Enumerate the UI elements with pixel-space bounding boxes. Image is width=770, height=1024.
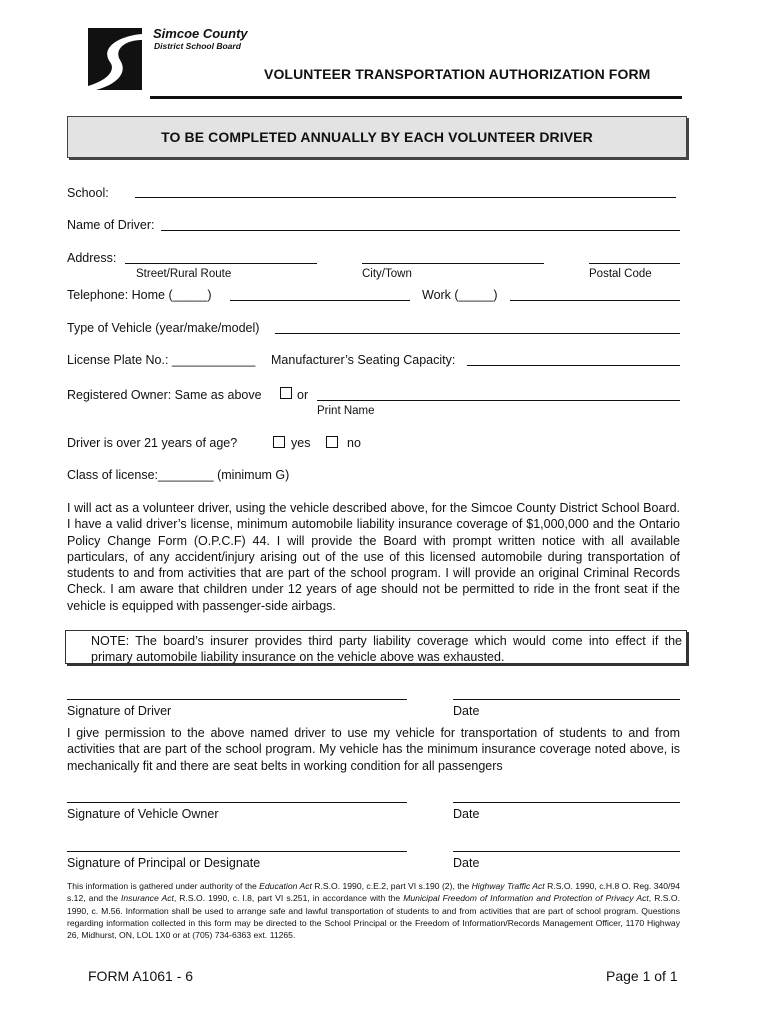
owner-signature-input[interactable] (67, 802, 407, 803)
yes-label: yes (291, 436, 311, 450)
owner-signature-label: Signature of Vehicle Owner (67, 807, 219, 821)
permission-text: I give permission to the above named driver to use my vehicle for transportation of students to and from activities that are part of the school program. My vehicle has the minimum insurance coverage noted above, is mechanically fit and there are seat belts in working condition for all passengers (67, 726, 680, 773)
insurance-note-text: NOTE: The board’s insurer provides third party liability coverage which would come into effect if the primary automobile liability insurance on the vehicle above was exhausted. (91, 634, 682, 665)
or-label: or (297, 388, 309, 402)
principal-date-label: Date (453, 856, 480, 870)
same-as-above-checkbox[interactable] (280, 387, 292, 399)
street-caption: Street/Rural Route (136, 268, 232, 280)
vehicle-type-label: Type of Vehicle (year/make/model) (67, 321, 260, 335)
driver-signature-input[interactable] (67, 699, 407, 700)
age-no-checkbox[interactable] (326, 436, 338, 448)
logo (88, 28, 142, 90)
page-number: Page 1 of 1 (606, 968, 678, 984)
address-label: Address: (67, 251, 117, 265)
age-yes-checkbox[interactable] (273, 436, 285, 448)
agreement-text: I will act as a volunteer driver, using the vehicle described above, for the Simcoe County District School Board. I have a valid driver’s license, minimum automobile liability insurance coverage of $1,000,000 and the Ontario Policy Change Form (O.P.C.F) 44. I will provide the Board with prompt written notice with all available particulars, of any accident/injury arising out of the use of this licensed automobile during transportation of students to and from activities that are part of the school program. I will provide an original Criminal Records Check. I am aware that children under 12 years of age should not be permitted to ride in the front seat if the vehicle is equipped with passenger-side airbags. (67, 501, 680, 613)
vehicle-type-input[interactable] (275, 333, 680, 334)
org-name: Simcoe County (153, 26, 248, 41)
license-class-label: Class of license:________ (minimum G) (67, 468, 290, 482)
driver-name-label: Name of Driver: (67, 218, 155, 232)
work-phone-input[interactable] (510, 300, 680, 301)
title-rule (150, 96, 682, 99)
driver-name-input[interactable] (161, 230, 680, 231)
form-number: FORM A1061 - 6 (88, 968, 194, 984)
banner-text: TO BE COMPLETED ANNUALLY BY EACH VOLUNTEER DRIVER (161, 129, 593, 145)
city-caption: City/Town (362, 268, 412, 280)
logo-s-mark-icon (88, 28, 142, 90)
banner (67, 116, 687, 158)
owner-name-input[interactable] (317, 400, 680, 401)
seating-capacity-label: Manufacturer’s Seating Capacity: (271, 353, 456, 367)
privacy-footnote: This information is gathered under authority of the Education Act R.S.O. 1990, c.E.2, part VI s.190 (2), the Highway Traffic Act R.S.O. 1990, c.H.8 O. Reg. 340/94 s.12, and the Insurance Act, R.S.O. 1990, c. I.8, part VI s.251, in accordance with the Municipal Freedom of Information and Protection of Privacy Act, R.S.O. 1990, c. M.56. Information shall be used to arrange safe and lawful transportation of students to and from activities that are part of school program. Questions regarding information collected in this form may be directed to the School Principal or the Freedom of Information/Records Management Officer, 1170 Highway 26, Midhurst, ON, LOL 1X0 or at (705) 734-6363 ext. 11265. (67, 881, 680, 941)
owner-date-input[interactable] (453, 802, 680, 803)
telephone-home-input[interactable] (230, 300, 410, 301)
seating-capacity-input[interactable] (467, 365, 680, 366)
work-phone-label: Work (_____) (422, 288, 498, 302)
license-plate-label: License Plate No.: ____________ (67, 353, 256, 367)
street-input[interactable] (125, 263, 317, 264)
owner-date-label: Date (453, 807, 480, 821)
principal-signature-input[interactable] (67, 851, 407, 852)
principal-signature-label: Signature of Principal or Designate (67, 856, 261, 870)
org-subtitle: District School Board (154, 41, 241, 51)
no-label: no (347, 436, 361, 450)
postal-caption: Postal Code (589, 268, 652, 280)
postal-input[interactable] (589, 263, 680, 264)
age-question-label: Driver is over 21 years of age? (67, 436, 238, 450)
form-title: VOLUNTEER TRANSPORTATION AUTHORIZATION FORM (264, 66, 651, 82)
print-name-caption: Print Name (317, 405, 375, 417)
driver-signature-label: Signature of Driver (67, 704, 172, 718)
registered-owner-label: Registered Owner: Same as above (67, 388, 262, 402)
school-input[interactable] (135, 197, 676, 198)
principal-date-input[interactable] (453, 851, 680, 852)
driver-date-input[interactable] (453, 699, 680, 700)
school-label: School: (67, 186, 109, 200)
telephone-home-label: Telephone: Home (_____) (67, 288, 212, 302)
city-input[interactable] (362, 263, 544, 264)
insurance-note (65, 630, 687, 664)
driver-date-label: Date (453, 704, 480, 718)
